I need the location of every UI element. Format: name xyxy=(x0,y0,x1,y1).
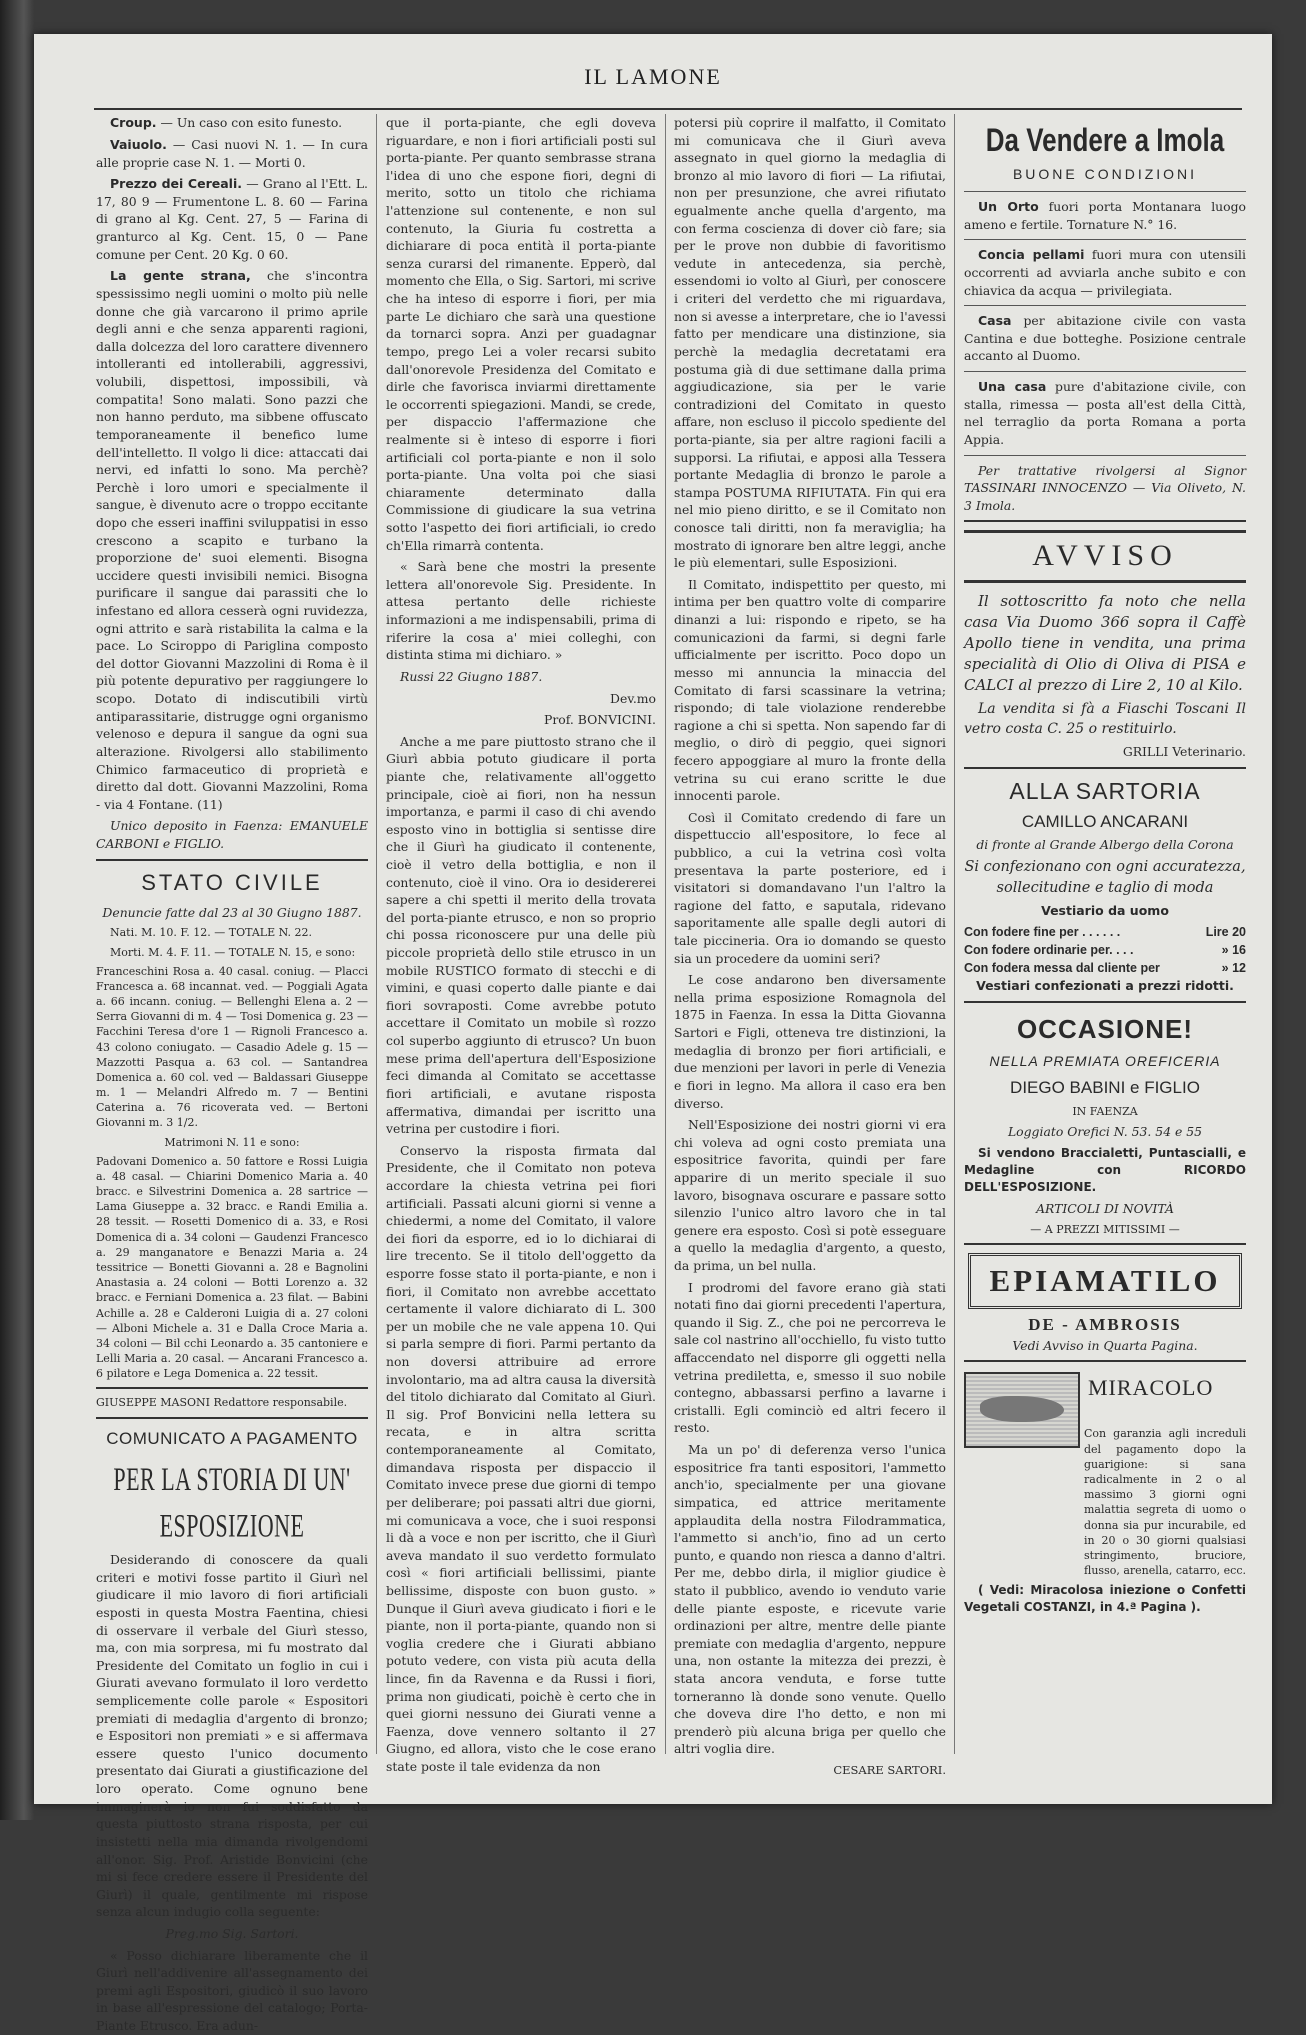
article-paragraph: Le cose andarono ben diversamente nella prima esposizione Romagnola del 1875 in Faenza. In essa la Ditta Giovanna Sartori e Figli, otteneva tre distinzioni, la medaglia di bronzo per fiori artificiali, e due menzioni per lavori in perle di Venezia e fiori in legno. Ma allora il caso era ben diverso. xyxy=(674,972,946,1111)
price-row: Con fodera messa dal cliente per » 12 xyxy=(964,960,1246,975)
stato-civile-heading: STATO CIVILE xyxy=(141,869,323,895)
column-3 xyxy=(674,114,946,1778)
miracolo-illustration-icon xyxy=(964,1372,1080,1448)
vendere-title: Da Vendere a Imola xyxy=(985,121,1225,159)
epiamatilo-logo: EPIAMATILO xyxy=(968,1253,1242,1309)
divider xyxy=(96,1417,368,1419)
article-paragraph: Nell'Esposizione dei nostri giorni vi era chi voleva ad ogni costo premiata una espositrice favorita, quindi per fare apparire di un merito speciale il suo lavoro, bisognava oscurare e passare sotto silenzio l'unico altro lavoro che in tal genere era esposto. Così si potè esseguare a quello la medaglia d'argento, a questo, da prima, un bel nulla. xyxy=(674,1117,946,1273)
deposito-line: Unico deposito in Faenza: EMANUELE CARBONI e FIGLIO. xyxy=(96,818,368,851)
divider xyxy=(964,1001,1246,1003)
letter-paragraph: « Sarà bene che mostri la presente lettera all'onorevole Sig. Presidente. In attesa pertanto delle richieste informazioni a me indispensabili, prima di riferire la cosa a' miei colleghi, con distinta stima mi dichiaro. » xyxy=(386,559,656,663)
morti-list: Franceschini Rosa a. 40 casal. coniug. — Placci Francesca a. 68 incannat. ved. — Poggiali Agata a. 66 incann. coniug. — Bellenghi Elena a. 2 — Serra Giovanni di m. 4 — Tosi Domenica g. 23 — Facchini Teresa d'ore 1 — Rignoli Francesco a. 43 colono coniugato. — Casadio Adele g. 15 — Mazzotti Pasqua a. 63 col. — Santandrea Domenica a. 60 col. ved — Baldassari Giuseppe m. 1 — Melandri Alfredo m. 7 — Bentini Caterina a. 76 ricoverata ved. — Bertoni Giovanni m. 3 1/2. xyxy=(96,964,368,1130)
grilli-signature: GRILLI Veterinario. xyxy=(1122,744,1246,760)
top-rule xyxy=(94,108,1242,110)
vaiuolo-notice: Vaiuolo. — Casi nuovi N. 1. — In cura alle proprie case N. 1. — Morti 0. xyxy=(96,136,368,170)
avviso-text: Il sottoscritto fa noto che nella casa Via Duomo 366 sopra il Caffè Apollo tiene in vendita, una prima specialità di Olio di Oliva di PISA e CALCI al prezzo di Lire 2, 10 al Kilo. xyxy=(964,592,1246,695)
articoli-line: ARTICOLI DI NOVITÀ xyxy=(1036,1200,1174,1216)
buone-condizioni: BUONE CONDIZIONI xyxy=(1012,165,1198,182)
price-row: Con fodere ordinarie per. . . . » 16 xyxy=(964,942,1246,957)
avviso-heading: AVVISO xyxy=(964,530,1246,583)
article-paragraph: potersi più coprire il malfatto, il Comitato mi comunicava che il Giurì aveva assegnato in quel giorno la medaglia di bronzo al mio lavoro di fiori — La rifiutai, non per presunzione, che avrei rifiutato egualmente anche quella d'argento, ma con ferma coscienza di dover ciò fare; sia per le prove non dubbie di favoritismo vedute in antecedenza, sia perchè, essendomi io volto al Giurì, per conoscere i criteri del verdetto che mi riguardava, non si avesse a interpretare, che io l'avessi fatto per mendicare una distinzione, sia perchè la medaglia decretatami era postuma già di due settimane dalla prima aggiudicazione, sia per le varie contradizioni del Comitato in questo affare, non escluso il piccolo spediente del porta-piante, sia per altre ragioni facili a supporsi. La rifiutai, e apposi alla Tessera portante Medaglia di bronzo le parole a stampa POSTUMA RIFIUTATA. Fin qui era nel mio pieno diritto, e se il Comitato non conosce tali diritti, non fa meraviglia; ha mostrato di ignorare ben altre leggi, anche le più elementari, sulle Esposizioni. xyxy=(674,115,946,571)
cereali-notice: Prezzo dei Cereali. — Grano al l'Ett. L. 17, 80 9 — Frumentone L. 8. 60 — Farina di grano al Kg. Cent. 27, 5 — Farina di granturco al Kg. Cent. 15, 0 — Pane comune per Cent. 20 Kg. 0 60. xyxy=(96,176,368,262)
divider xyxy=(964,191,1246,192)
column-4-ads xyxy=(964,114,1246,1764)
book-spine xyxy=(0,0,34,1820)
croup-notice: Croup. — Un caso con esito funesto. xyxy=(110,115,343,130)
storia-paragraph: Desiderando di conoscere da quali criteri e motivi fosse partito il Giurì nel giudicare il mio lavoro di fiori artificiali esposti in questa Mostra Faentina, chiesi di osservare il verbale del Giurì stesso, ma, con mia sorpresa, mi fu mostrato dal Presidente del Comitato un foglio in cui i Giurati avevano formulato il loro verdetto semplicemente colle parole « Espositori premiati di medaglia d'argento di bronzo; e Espositori non premiati » e si affermava essere questo l'unico documento presentato dai Giurati a giustificazione del loro operato. Come ognuno bene immaginerà io non fui soddisfatto da questa piuttosto strana risposta, per cui insistetti nella mia dimanda rivolgendomi all'onor. Sig. Prof. Aristide Bonvicini (che mi si fece credere essere il Presidente del Giurì) il quale, gentilmente mi rispose senza alcun indugio colla seguente: xyxy=(96,1552,368,1920)
column-rule xyxy=(954,114,955,1754)
divider xyxy=(96,859,368,861)
miracolo-title: MIRACOLO xyxy=(1088,1375,1214,1401)
trattative-line: Per trattative rivolgersi al Signor TASSINARI INNOCENZO — Via Oliveto, N. 3 Imola. xyxy=(964,462,1246,513)
vestiari-line: Vestiari confezionati a prezzi ridotti. xyxy=(976,978,1234,994)
occasione-heading: OCCASIONE! xyxy=(1016,1014,1194,1045)
divider xyxy=(964,371,1246,372)
divider xyxy=(964,520,1246,522)
article-paragraph: Ma un po' di deferenza verso l'unica espositrice fra tanti espositori, l'ammetto anch'io, specialmente per una giovane simpatica, ed attrice meritamente applaudita della nostra Filodrammatica, l'ammetto si anch'io, fino ad un certo punto, e quando non riesca a danno d'altri. Per me, debbo dirla, il miglior giudice è stato il pubblico, avendo io venduto varie delle piante esposte, e ricevute varie ordinazioni per altre, mentre delle piante premiate con medaglia d'argento, neppure una, non ostante la mitezza dei prezzi, è stata ancora venduta, e forse tutte torneranno là donde sono venute. Quello che doveva dire l'ho detto, e non mi prenderò più alcuna briga per quello che altri voglia dire. xyxy=(674,1442,946,1757)
redattore-line: GIUSEPPE MASONI Redattore responsabile. xyxy=(96,1396,348,1410)
article-paragraph: Conservo la risposta firmata dal Presidente, che il Comitato non poteva accordare la chiesta vetrina pei fiori artificiali. Passati alcuni giorni si venne a chiedermi, a nome del Comitato, il valore dei fiori da esporre, ed io lo dichiarai di lire trecento. Se il titolo dell'oggetto da esporre fosse stato il porta-piante, e non i fiori, il Comitato non avrebbe accettato certamente il valore dichiarato di L. 300 per un mobile che ne vale appena 10. Qui si parla sempre di fiori. Parmi pertanto da non doversi attribuire ad errore involontario, ma ad altra causa la diversità del titolo dichiarato dal Comitato al Giurì. Il sig. Prof Bonvicini nella lettera su recata, e in altra scritta contemporaneamente al Comitato, dimandava risposta per dispaccio il Comitato invece prese due giorni di tempo per deliberare; poi passati altri due giorni, mi comunicava a voce, che i suoi responsi li dà a voce e non per iscritto, che il Giurì aveva mandato il suo verdetto formulato così « fiori artificiali bellissimi, piante bellissime, disposte con buon gusto. » Dunque il Giurì aveva giudicato i fiori e le piante, non il porta-piante, quando non si voglia credere che i Giurati abbiano potuto vedere, con vista più acuta della lince, fin da Ravenna e da Russi i fiori, prima non giudicati, poichè è certo che in quei giorni nessuno dei Giurati venne a Faenza, dove vennero soltanto il 27 Giugno, ed allora, visto che le cose erano state poste il tale evidenza da non xyxy=(386,1142,656,1775)
divider xyxy=(964,305,1246,306)
ad-una-casa: Una casa pure d'abitazione civile, con stalla, rimessa — posta all'est della Città, nel terraglio da porta Romana a porta Appia. xyxy=(964,379,1246,448)
vedi-costanzi-line: ( Vedi: Miracolosa iniezione o Confetti Vegetali COSTANZI, in 4.ª Pagina ). xyxy=(964,1583,1246,1615)
denuncie-line: Denuncie fatte dal 23 al 30 Giugno 1887. xyxy=(102,904,362,920)
comunicato-heading: COMUNICATO A PAGAMENTO xyxy=(106,1428,358,1448)
storia-heading: PER LA STORIA DI UN' ESPOSIZIONE xyxy=(113,1459,351,1544)
vendono-line: Si vendono Braccialetti, Puntascialli, e Medagline con RICORDO DELL'ESPOSIZIONE. xyxy=(964,1145,1246,1194)
newspaper-page xyxy=(34,34,1272,2033)
divider xyxy=(964,455,1246,456)
column-rule xyxy=(665,114,666,1754)
gente-strana-notice: La gente strana, che s'incontra spessissimo negli uomini o molto più nelle donne che già varcarono il primo aprile degli anni e che senza apparenti ragioni, dalla dolcezza del loro carattere divennero intolleranti ed intollerabili, aggressivi, volubili, dispettosi, impossibili, và compatita! Sono malati. Sono pazzi che non hanno perduto, ma sibbene offuscato temporaneamente il benefico lume dell'intelletto. Il volgo li dice: attaccati dai nervi, ed infatti lo sono. Ma perchè? Perchè i loro umori e specialmente il sangue, è divenuto acre o troppo eccitante dopo che esseri inaffini sviluppatisi in esso crescono a scapito e turbano la proporzione de' suoi elementi. Bisogna uccidere questi invisibili nemici. Bisogna purificare il sangue dai parassiti che lo infestano ed allora cesserà ogni ruvidezza, ogni attrito e sarà ristabilita la calma e la pace. Lo Sciroppo di Pariglina composto del dottor Giovanni Mazzolini di Roma è il più potente depurativo per raggiungere lo scopo. Dotato di indiscutibili virtù antiparassitarie, distrugge ogni organismo velenoso e depura il sangue da ogni sua alterazione. Rivolgersi allo stabilimento Chimico farmaceutico di proprietà e diretto dal dott. Giovanni Mazzolini, Roma - via 4 Fontane. (11) xyxy=(96,268,368,812)
divider xyxy=(964,239,1246,240)
morti-line: Morti. M. 4. F. 11. — TOTALE N. 15, e sono: xyxy=(110,945,356,959)
divider xyxy=(964,1360,1246,1362)
nati-line: Nati. M. 10. F. 12. — TOTALE N. 22. xyxy=(110,926,313,940)
article-paragraph: Anche a me pare piuttosto strano che il Giurì abbia potuto giudicare il porta piante che, relativamente all'oggetto principale, cioè ai fiori, non ha nessun importanza, e parmi il caso di chi avendo esposto vino in bottiglia si sentisse dire che il Giurì ha giudicato il contenente, cioè il vetro della bottiglia, e non il contenuto, cioè il vino. Ora io desidererei sapere a chi spetti il merito della trovata del porta-piante etrusco, e non so proprio chi possa riconoscere pur una delle più piccole proprietà dello stile etrusco in un mobile RUSTICO formato di stecchi e di vimini, e quasi coperto dalle piante e dai fiori sovraposti. Come avrebbe potuto accettare il Comitato un mobile sì rozzo col superbo aggiunto di etrusco? Un buon mese prima dell'apertura dell'Esposizione feci dimanda al Comitato se accettasse fiori artificiali, e avutane risposta affermativa, dimandai per iscritto una vetrina per custodire i fiori. xyxy=(386,733,656,1137)
column-rule xyxy=(376,114,377,1754)
miracolo-text: Con garanzia agli increduli del pagamento dopo la guarigione: si sana radicalmente in 2 o al massimo 3 giorni ogni malattia segreta di uomo o donna sia pur incurabile, ed in 20 o 30 giorni qualsiasi stringimento, bruciore, flusso, arenella, catarro, ecc. xyxy=(1084,1427,1246,1578)
salutation: Preg.mo Sig. Sartori. xyxy=(165,1925,299,1941)
letter-date: Russi 22 Giugno 1887. xyxy=(400,668,543,684)
article-signature: CESARE SARTORI. xyxy=(833,1763,946,1778)
divider xyxy=(96,1387,368,1389)
matrimoni-list: Padovani Domenico a. 50 fattore e Rossi Luigia a. 48 casal. — Chiarini Domenico Maria a. 40 bracc. e Silvestrini Domenica a. 28 sartrice — Lama Giuseppe a. 32 bracc. e Randi Emilia a. 28 tessit. — Rosetti Domenico di a. 33, e Rosi Domenica di a. 34 coloni — Gaudenzi Francesco a. 29 manganatore e Benazzi Maria a. 24 tessitrice — Bonetti Giovanni a. 28 e Bagnolini Anastasia a. 24 coloni — Botti Lorenzo a. 32 bracc. e Ferniani Domenica a. 23 filat. — Babini Achille a. 28 e Calderoni Luigia di a. 27 coloni — Alboni Michele a. 31 e Dalla Croce Maria a. 34 coloni — Bil cchi Leonardo a. 35 cantoniere e Lelli Maria a. 20 casal. — Ancarani Francesco a. 6 pilatore e Lega Domenica a. 22 tessit. xyxy=(96,1154,368,1381)
letter-paragraph: que il porta-piante, che egli doveva riguardare, e non i fiori artificiali posti sul porta-piante. Per quanto sembrasse strana l'idea di uno che espone fiori, degni di merito, sotto un titolo che richiama l'attenzione sul contenente, e non sul contenuto, la Giuria fu costretta a dichiarare di poca entità il porta-piante senza curarsi del rimanente. Epperò, dal momento che Ella, o Sig. Sartori, mi scrive che ha inteso di esporre i fiori, per mia parte Le dichiaro che sarà una questione da tornarci sopra. Anzi per guadagnar tempo, prego Lei a voler recarsi subito dall'onorevole Presidenza del Comitato e dirle che favorisca inviarmi direttamente le occorrenti spiegazioni. Mandi, se crede, per dispaccio l'affermazione che realmente si è inteso di esporre i fiori artificiali col porta-piante e non il solo porta-piante. Una volta poi che siasi chiaramente determinato dalla Commissione di giudicare la sua vetrina sotto l'aspetto dei fiori artificiali, io credo ch'Ella rimarrà contenta. xyxy=(386,115,656,553)
ad-casa: Casa per abitazione civile con vasta Cantina e due botteghe. Posizione centrale accanto al Duomo. xyxy=(964,313,1246,364)
loggiato-line: Loggiato Orefici N. 53. 54 e 55 xyxy=(1007,1124,1203,1140)
vestiario-heading: Vestiario da uomo xyxy=(1041,903,1169,919)
ad-orto: Un Orto fuori porta Montanara luogo ameno e fertile. Tornature N.° 16. xyxy=(964,198,1246,232)
article-paragraph: Il Comitato, indispettito per questo, mi intima per ben quattro volte di comparire dinanzi a lui: rispondo e ripeto, se ha comunicazioni da farmi, si degni farle ufficialmente per iscritto. Poco dopo un messo mi annuncia la minaccia del Comitato di farsi scassinare la vetrina; rispondo; di tale violazione renderebbe ragione a chi si spetta. Non sapendo far di meglio, o dirò di peggio, quei signori fecero appoggiare al muro la fronte della vetrina su cui erano scritte le due innocenti parole. xyxy=(674,576,946,804)
column-1 xyxy=(96,114,368,2033)
article-paragraph: I prodromi del favore erano già stati notati fino dai giorni precedenti l'apertura, quando il Sig. Z., che poi ne percorreva le sale col nastrino all'occhiello, fu visto tutto affaccendato nel disporre gli oggetti nella vetrina prediletta, e, smesso il suo nobile contegno, abbassarsi perfino a lavarne i cristalli. Egli cominciò ed altri fecero il resto. xyxy=(674,1279,946,1436)
vedi-line: Vedi Avviso in Quarta Pagina. xyxy=(1012,1337,1198,1353)
confeziona-line: Si confezionano con ogni accuratezza, sollecitudine e taglio di moda xyxy=(964,859,1246,896)
premiata-line: NELLA PREMIATA OREFICERIA xyxy=(989,1053,1221,1070)
masthead: IL LAMONE xyxy=(584,64,722,89)
price-row: Con fodere fine per . . . . . . Lire 20 xyxy=(964,925,1246,940)
article-paragraph: Così il Comitato credendo di fare un dispettuccio all'espositore, lo fece al pubblico, a cui la vetrina così volta presentava la parte posteriore, ed i visitatori si domandavano l'un l'altro la ragione del fatto, e saputala, ridevano saporitamente alle spalle degli autori di tale piccineria. Ora io domando se questo sia un procedere da uomini seri? xyxy=(674,809,946,966)
deambrosis-name: DE - AMBROSIS xyxy=(1028,1314,1182,1334)
fronte-line: di fronte al Grande Albergo della Corona xyxy=(976,836,1234,852)
infaenza-line: IN FAENZA xyxy=(1072,1105,1138,1119)
sartoria-heading: ALLA SARTORIA xyxy=(1009,777,1201,804)
ancarani-name: CAMILLO ANCARANI xyxy=(1021,811,1189,831)
matrimoni-line: Matrimoni N. 11 e sono: xyxy=(164,1135,300,1149)
divider xyxy=(964,1243,1246,1245)
avviso-text-2: La vendita si fà a Fiaschi Toscani Il vetro costa C. 25 o restituirlo. xyxy=(964,701,1246,737)
babini-name: DIEGO BABINI e FIGLIO xyxy=(1010,1077,1200,1097)
letter-closing: Dev.mo xyxy=(610,690,656,706)
divider xyxy=(964,767,1246,769)
ad-concia: Concia pellami fuori mura con utensili occorrenti ad avviarla anche subito e con chiavica da acqua — privilegiata. xyxy=(964,247,1246,298)
prezzi-line: — A PREZZI MITISSIMI — xyxy=(1030,1222,1180,1236)
letter-signature: Prof. BONVICINI. xyxy=(544,712,656,728)
storia-paragraph: « Posso dichiarare liberamente che il Giurì nell'addivenire all'assegnamento dei premi agli Espositori, giudicò il suo lavoro in base all'espressione del catalogo; Porta-Piante Etrusco. Era adun- xyxy=(96,1947,368,2033)
column-2 xyxy=(386,114,656,1775)
